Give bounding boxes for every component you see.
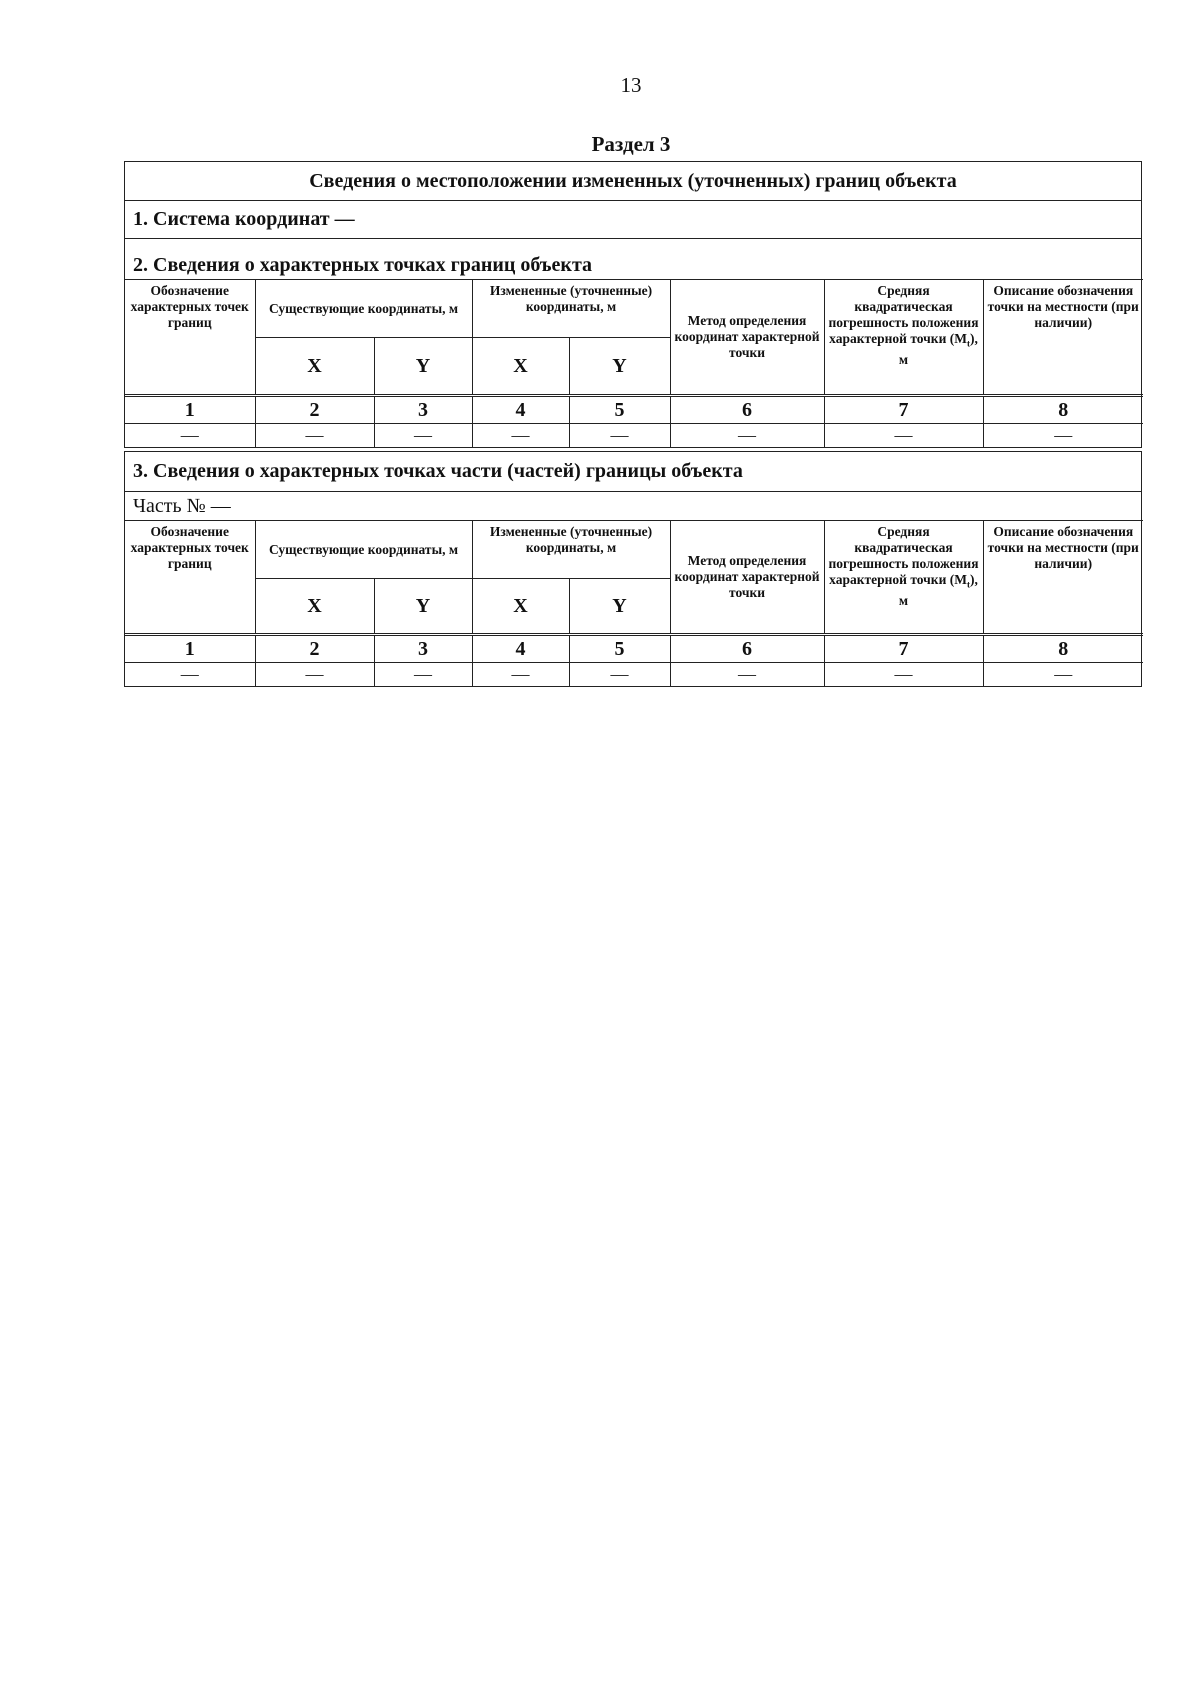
- points-section-title: 2. Сведения о характерных точках границ объекта: [133, 254, 593, 276]
- boundaries-frame: [124, 161, 1142, 448]
- column-number: 5: [569, 635, 670, 663]
- column-number: 2: [255, 635, 374, 663]
- empty-cell: —: [983, 424, 1143, 447]
- empty-cell: —: [569, 663, 670, 686]
- empty-cell: —: [824, 663, 983, 686]
- empty-cell: —: [472, 663, 569, 686]
- page-number: 13: [620, 73, 642, 97]
- header-method: Метод определения координат характерной точки: [670, 280, 824, 396]
- header-changed-coords: Измененные (уточненные) координаты, м: [472, 521, 670, 579]
- header-existing-y: Y: [374, 338, 472, 396]
- column-number: 8: [983, 396, 1143, 424]
- column-number: 1: [125, 635, 255, 663]
- header-existing-x: X: [255, 579, 374, 635]
- column-number: 6: [670, 635, 824, 663]
- empty-cell: —: [983, 663, 1143, 686]
- empty-cell: —: [255, 424, 374, 447]
- column-number: 2: [255, 396, 374, 424]
- column-number: 3: [374, 396, 472, 424]
- column-number: 3: [374, 635, 472, 663]
- column-number: 1: [125, 396, 255, 424]
- column-number: 5: [569, 396, 670, 424]
- header-mean-error: Средняя квадратическая погрешность положения характерной точки $(M_t)$, м: [824, 521, 983, 635]
- column-number: 7: [824, 396, 983, 424]
- header-existing-x: X: [255, 338, 374, 396]
- column-number: 6: [670, 396, 824, 424]
- header-mean-error: Средняя квадратическая погрешность положения характерной точки $(M_t)$, м: [824, 280, 983, 396]
- empty-cell: —: [670, 663, 824, 686]
- header-method: Метод определения координат характерной точки: [670, 521, 824, 635]
- empty-cell: —: [125, 663, 255, 686]
- column-number: 4: [472, 396, 569, 424]
- column-number: 4: [472, 635, 569, 663]
- empty-cell: —: [125, 424, 255, 447]
- empty-cell: —: [374, 424, 472, 447]
- section-title: Раздел 3: [591, 132, 671, 156]
- header-existing-y: Y: [374, 579, 472, 635]
- header-designation: Обозначение характерных точек границ: [125, 521, 255, 635]
- header-existing-coords: Существующие координаты, м: [255, 521, 472, 579]
- empty-cell: —: [824, 424, 983, 447]
- part-points-table: [125, 520, 1143, 686]
- coordinate-system-line: 1. Система координат —: [125, 201, 1141, 239]
- boundary-points-table: [125, 279, 1143, 447]
- parts-section-title: 3. Сведения о характерных точках части (частей) границы объекта: [125, 452, 1141, 492]
- header-changed-y: Y: [569, 338, 670, 396]
- empty-cell: —: [374, 663, 472, 686]
- header-changed-x: X: [472, 579, 569, 635]
- header-changed-y: Y: [569, 579, 670, 635]
- header-changed-coords: Измененные (уточненные) координаты, м: [472, 280, 670, 338]
- block-title: Сведения о местоположении измененных (уточненных) границ объекта: [125, 162, 1141, 201]
- column-number: 7: [824, 635, 983, 663]
- header-description: Описание обозначения точки на местности (при наличии): [983, 521, 1143, 635]
- empty-cell: —: [255, 663, 374, 686]
- part-number-line: Часть № —: [133, 494, 231, 517]
- header-description: Описание обозначения точки на местности (при наличии): [983, 280, 1143, 396]
- empty-cell: —: [472, 424, 569, 447]
- header-existing-coords: Существующие координаты, м: [255, 280, 472, 338]
- header-changed-x: X: [472, 338, 569, 396]
- parts-frame: [124, 451, 1142, 687]
- empty-cell: —: [670, 424, 824, 447]
- header-designation: Обозначение характерных точек границ: [125, 280, 255, 396]
- column-number: 8: [983, 635, 1143, 663]
- empty-cell: —: [569, 424, 670, 447]
